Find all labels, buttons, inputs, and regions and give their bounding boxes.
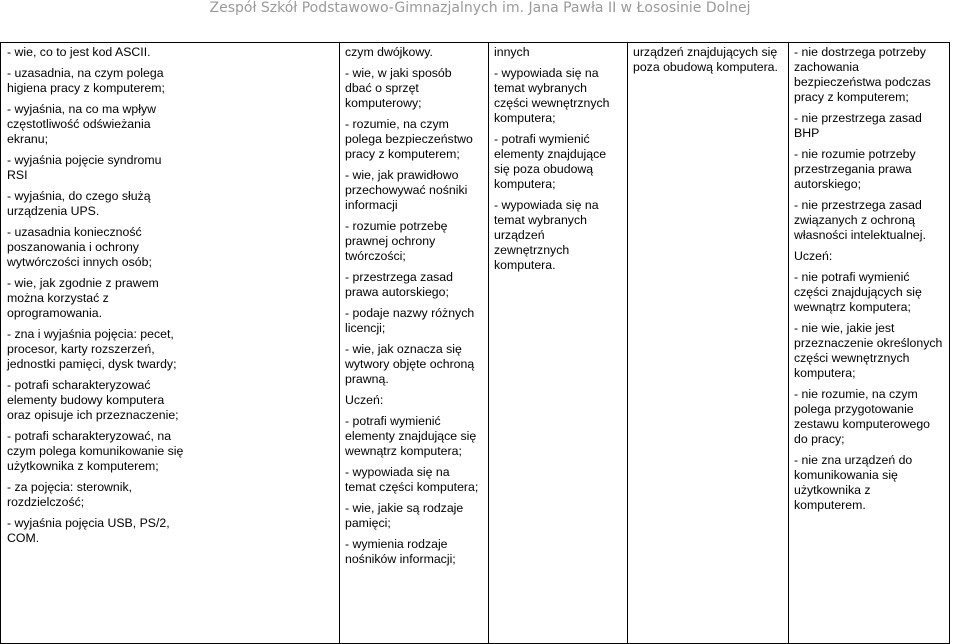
text-line: procesor, karty rozszerzeń, <box>7 342 155 356</box>
text-line: temat części komputera; <box>345 480 479 494</box>
list-item <box>494 198 622 273</box>
list-item <box>633 45 783 75</box>
table-row <box>1 43 950 644</box>
list-item <box>7 153 334 183</box>
text-line: komunikowania się <box>794 468 898 482</box>
text-line: komputerowy; <box>345 96 422 110</box>
text-line: części wewnętrznych <box>494 96 610 110</box>
text-line: pracy z komputerem; <box>345 147 460 161</box>
text-line: licencji; <box>345 321 386 335</box>
list-item <box>345 537 483 567</box>
text-line: - uzasadnia, na czym polega <box>7 66 164 80</box>
text-line: - potrafi wymienić <box>494 132 590 146</box>
text-line: części wewnętrznych <box>794 351 910 365</box>
text-line: Uczeń: <box>345 393 384 407</box>
text-line: częstotliwość odświeżania <box>7 117 151 131</box>
text-line: - wie, jak oznacza się <box>345 342 462 356</box>
text-line: przeznaczenie określonych <box>794 336 943 350</box>
text-line: przestrzegania prawa <box>794 162 912 176</box>
text-line: wytwórczości innych osób; <box>7 255 152 269</box>
text-line: wewnątrz komputera; <box>794 300 911 314</box>
text-line: własności intelektualnej. <box>794 228 926 242</box>
text-line: Uczeń: <box>794 249 833 263</box>
list-item <box>7 378 334 423</box>
text-line: rozdzielczość; <box>7 495 85 509</box>
text-line: - potrafi scharakteryzować <box>7 378 151 392</box>
list-item <box>345 501 483 531</box>
text-line: - rozumie potrzebę <box>345 219 448 233</box>
list-item <box>345 465 483 495</box>
list-item <box>494 45 622 60</box>
text-line: urządzeń znajdujących się <box>633 45 778 59</box>
text-line: - wyjaśnia, na co ma wpływ <box>7 102 156 116</box>
list-item <box>7 45 334 60</box>
text-line: - wyjaśnia, do czego służą <box>7 189 151 203</box>
text-line: - zna i wyjaśnia pojęcia: pecet, <box>7 327 174 341</box>
text-line: związanych z ochroną <box>794 213 915 227</box>
list-item <box>794 111 944 141</box>
text-line: - wyjaśnia pojęcie syndromu <box>7 153 162 167</box>
text-line: dbać o sprzęt <box>345 81 419 95</box>
list-item <box>794 387 944 447</box>
column-5-cell <box>789 43 950 644</box>
text-line: nośników informacji; <box>345 552 456 566</box>
text-line: jednostki pamięci, dysk twardy; <box>7 357 177 371</box>
text-line: - wyjaśnia pojęcia USB, PS/2, <box>7 516 170 530</box>
text-line: przechowywać nośniki <box>345 183 468 197</box>
text-line: zestawu komputerowego <box>794 417 931 431</box>
list-item <box>7 480 334 510</box>
text-line: informacji <box>345 198 398 212</box>
text-line: się poza obudową <box>494 162 594 176</box>
column-3-cell <box>489 43 628 644</box>
list-item <box>345 306 483 336</box>
list-item <box>494 132 622 192</box>
text-line: poszanowania i ochrony <box>7 240 139 254</box>
text-line: prawa autorskiego; <box>345 285 449 299</box>
text-line: - potrafi scharakteryzować, na <box>7 429 172 443</box>
list-item <box>7 102 334 147</box>
text-line: elementy budowy komputera <box>7 393 165 407</box>
text-line: BHP <box>794 126 820 140</box>
column-4-cell <box>628 43 789 644</box>
text-line: - wymienia rodzaje <box>345 537 448 551</box>
text-line: czym dwójkowy. <box>345 45 433 59</box>
page-header <box>0 0 960 21</box>
list-item <box>345 393 483 408</box>
list-item <box>794 198 944 243</box>
list-item <box>794 249 944 264</box>
text-line: oraz opisuje ich przeznaczenie; <box>7 408 179 422</box>
text-line: - nie zna urządzeń do <box>794 453 913 467</box>
text-line: urządzenia UPS. <box>7 204 100 218</box>
list-item <box>7 225 334 270</box>
list-item <box>345 270 483 300</box>
list-item <box>345 66 483 111</box>
list-item <box>7 276 334 321</box>
list-item <box>345 168 483 213</box>
text-line: - wie, jakie są rodzaje <box>345 501 464 515</box>
text-line: - wie, w jaki sposób <box>345 66 452 80</box>
list-item <box>494 66 622 126</box>
text-line: - rozumie, na czym <box>345 117 449 131</box>
text-line: ekranu; <box>7 132 49 146</box>
text-line: polega bezpieczeństwo <box>345 132 473 146</box>
text-line: innych <box>494 45 530 59</box>
text-line: czym polega komunikowanie się <box>7 444 184 458</box>
list-item <box>794 147 944 192</box>
text-line: - nie przestrzega zasad <box>794 111 922 125</box>
text-line: komputera; <box>494 177 556 191</box>
list-item <box>794 453 944 513</box>
list-item <box>345 414 483 459</box>
text-line: prawnej ochrony <box>345 234 436 248</box>
text-line: urządzeń <box>494 228 545 242</box>
text-line: zachowania <box>794 60 859 74</box>
list-item <box>7 189 334 219</box>
text-line: użytkownika z komputerem; <box>7 459 159 473</box>
list-item <box>345 219 483 264</box>
column-2-cell <box>340 43 489 644</box>
text-line: - wie, co to jest kod ASCII. <box>7 45 151 59</box>
text-line: autorskiego; <box>794 177 861 191</box>
text-line: - nie przestrzega zasad <box>794 198 922 212</box>
text-line: - wypowiada się na <box>494 66 599 80</box>
list-item <box>7 327 334 372</box>
text-line: - nie dostrzega potrzeby <box>794 45 926 59</box>
text-line: - nie potrafi wymienić <box>794 270 910 284</box>
text-line: polega przygotowanie <box>794 402 914 416</box>
text-line: - przestrzega zasad <box>345 270 453 284</box>
list-item <box>7 429 334 474</box>
text-line: - wypowiada się na <box>345 465 450 479</box>
text-line: - wie, jak prawidłowo <box>345 168 459 182</box>
text-line: - nie wie, jakie jest <box>794 321 895 335</box>
list-item <box>345 117 483 162</box>
text-line: można korzystać z <box>7 291 109 305</box>
text-line: prawną. <box>345 372 389 386</box>
text-line: - uzasadnia konieczność <box>7 225 142 239</box>
list-item <box>794 321 944 381</box>
text-line: bezpieczeństwa podczas <box>794 75 931 89</box>
text-line: komputerem. <box>794 498 866 512</box>
text-line: zewnętrznych <box>494 243 570 257</box>
text-line: wewnątrz komputera; <box>345 444 462 458</box>
text-line: temat wybranych <box>494 81 587 95</box>
column-1-cell <box>1 43 340 644</box>
text-line: COM. <box>7 531 40 545</box>
text-line: - za pojęcia: sterownik, <box>7 480 133 494</box>
text-line: do pracy; <box>794 432 845 446</box>
text-line: komputera; <box>794 366 856 380</box>
text-line: - wie, jak zgodnie z prawem <box>7 276 159 290</box>
text-line: - potrafi wymienić <box>345 414 441 428</box>
text-line: pamięci; <box>345 516 391 530</box>
requirements-table <box>0 42 950 644</box>
text-line: - podaje nazwy różnych <box>345 306 475 320</box>
text-line: - wypowiada się na <box>494 198 599 212</box>
text-line: - nie rozumie, na czym <box>794 387 918 401</box>
text-line: elementy znajdujące się <box>345 429 477 443</box>
school-name: Zespół Szkół Podstawowo-Gimnazjalnych im. Jana Pawła II w Łososinie Dolnej <box>209 0 751 16</box>
text-line: wytwory objęte ochroną <box>345 357 475 371</box>
text-line: temat wybranych <box>494 213 587 227</box>
list-item <box>7 66 334 96</box>
text-line: RSI <box>7 168 28 182</box>
list-item <box>794 45 944 105</box>
list-item <box>794 270 944 315</box>
text-line: - nie rozumie potrzeby <box>794 147 916 161</box>
text-line: użytkownika z <box>794 483 871 497</box>
text-line: komputera; <box>494 111 556 125</box>
text-line: oprogramowania. <box>7 306 103 320</box>
list-item <box>7 516 334 546</box>
text-line: twórczości; <box>345 249 406 263</box>
text-line: części znajdujących się <box>794 285 922 299</box>
list-item <box>345 45 483 60</box>
list-item <box>345 342 483 387</box>
text-line: elementy znajdujące <box>494 147 607 161</box>
text-line: komputera. <box>494 258 556 272</box>
text-line: poza obudową komputera. <box>633 60 778 74</box>
text-line: pracy z komputerem; <box>794 90 909 104</box>
text-line: higiena pracy z komputerem; <box>7 81 165 95</box>
